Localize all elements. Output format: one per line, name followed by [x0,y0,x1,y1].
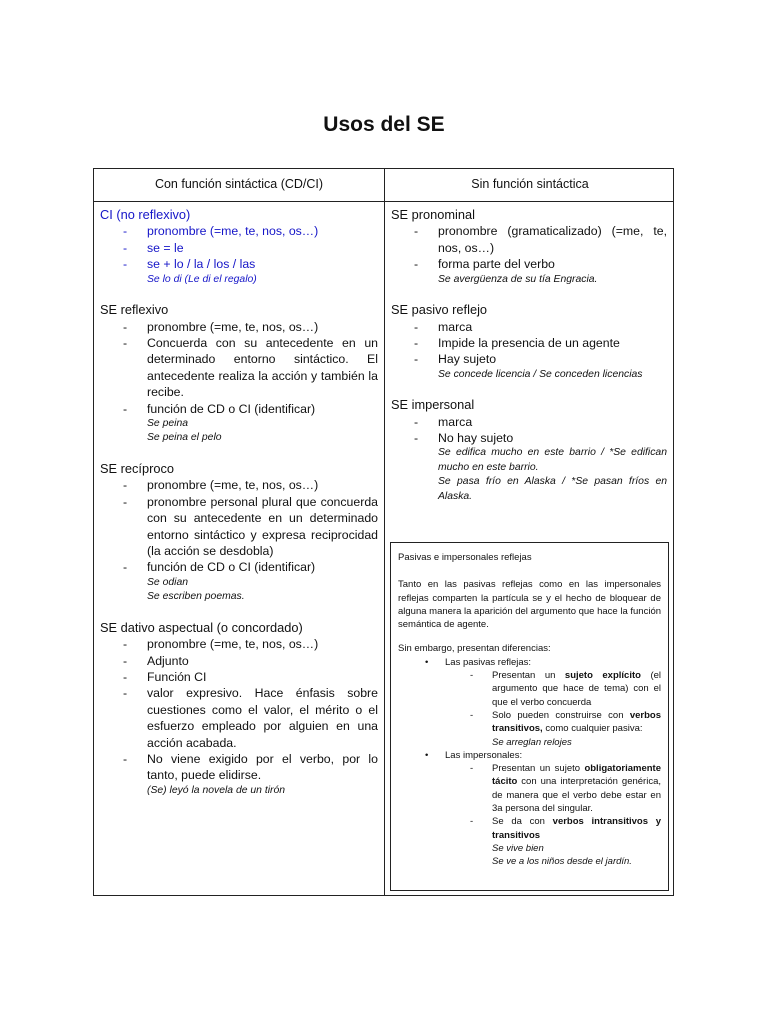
page-title: Usos del SE [323,113,445,136]
right-column [391,207,667,519]
list-item: - No viene exigido por el verbo, por lo tanto, puede elidirse. [147,751,378,784]
list-item: - marca [438,414,667,430]
list-item: - Solo pueden construirse con verbos transitivos, como cualquier pasiva: [492,709,661,736]
list-item: - pronombre (=me, te, nos, os…) [147,477,378,493]
section-ci [100,207,378,287]
section-title: SE recíproco [100,460,174,476]
example: (Se) leyó la novela de un tirón [147,784,286,796]
pasivas-list [398,669,661,735]
reflexive-passives-box [390,542,669,891]
list-item: - pronombre (=me, te, nos, os…) [147,636,378,652]
header-without-function: Sin función sintáctica [471,177,589,191]
section-title: SE pasivo reflejo [391,302,488,318]
list-item: - Impide la presencia de un agente [438,335,667,351]
example: Se edifica mucho en este barrio / *Se edifican mucho en este barrio. [438,447,667,473]
list-item: - Hay sujeto [438,351,667,367]
example: Se pasa frío en Alaska / *Se pasan fríos en Alaska. [438,476,667,502]
impersonales-list [398,762,661,842]
column-divider [384,169,385,895]
se-uses-table [93,168,674,896]
example: Se ve a los niños desde el jardín. [492,856,632,868]
list-item: - función de CD o CI (identificar) [147,401,378,417]
box-title: Pasivas e impersonales reflejas [398,552,532,563]
list-item: - Presentan un sujeto explícito (el argumento que hace de tema) con el que el verbo concuerda [492,669,661,709]
list-item: - valor expresivo. Hace énfasis sobre cuestiones como el valor, el mérito o el esfuerzo empleado por alguien en una acción acabada. [147,685,378,751]
header-with-function: Con función sintáctica (CD/CI) [154,177,324,191]
box-intro: Tanto en las pasivas reflejas como en las impersonales reflejas comparten la partícula se y el hecho de bloquear de alguna manera la aparición del argumento que hace la función semántica de agente. [398,579,662,631]
list-item: - pronombre (=me, te, nos, os…) [147,223,378,239]
example: Se lo di (Le di el regalo) [147,273,257,285]
list-item: - pronombre (gramaticalizado) (=me, te, nos, os…) [438,223,667,256]
left-column [100,207,378,813]
section-impersonal [391,397,667,504]
list-item: - pronombre personal plural que concuerda con su antecedente en un determinado entorno sintáctico y expresa reciprocidad (la acción se desdobla) [147,494,378,560]
list-item: - Adjunto [147,653,378,669]
list-item: - forma parte del verbo [438,256,667,272]
section-title: SE impersonal [391,397,475,413]
example: Se concede licencia / Se conceden licencias [438,368,643,380]
section-reciproco [100,461,378,605]
example: Se peina el pelo [147,432,222,444]
section-pasivo-reflejo [391,302,667,382]
section-reflexivo [100,302,378,446]
list-item: - Presentan un sujeto obligatoriamente tácito con una interpretación genérica, de manera que el verbo debe estar en 3a persona del singular. [492,762,661,815]
list-item: - marca [438,319,667,335]
section-pronominal [391,207,667,287]
list-item: - Concuerda con su antecedente en un determinado entorno sintáctico. El antecedente realiza la acción y también la recibe. [147,335,378,401]
impersonales-label: • Las impersonales: [398,749,661,762]
example: Se arreglan relojes [492,736,572,748]
section-dativo-aspectual [100,620,378,799]
list-item: - Se da con verbos intransitivos y transitivos [492,815,661,842]
box-differences-intro: Sin embargo, presentan diferencias: [398,643,551,655]
example: Se peina [147,417,189,429]
list-item: - No hay sujeto [438,430,667,446]
example: Se vive bien [492,842,544,854]
section-title: CI (no reflexivo) [100,207,191,222]
list-item: - función de CD o CI (identificar) [147,559,378,575]
header-divider [94,201,673,202]
section-title: SE reflexivo [100,302,169,318]
example: Se odian [147,576,189,588]
example: Se avergüenza de su tía Engracia. [438,273,598,285]
pasivas-label: • Las pasivas reflejas: [398,656,661,669]
list-item: - se + lo / la / los / las [147,256,378,272]
section-title: SE pronominal [391,207,475,222]
section-title: SE dativo aspectual (o concordado) [100,619,303,635]
list-item: - Función CI [147,669,378,685]
example: Se escriben poemas. [147,591,245,603]
list-item: - pronombre (=me, te, nos, os…) [147,319,378,335]
list-item: - se = le [147,240,378,256]
